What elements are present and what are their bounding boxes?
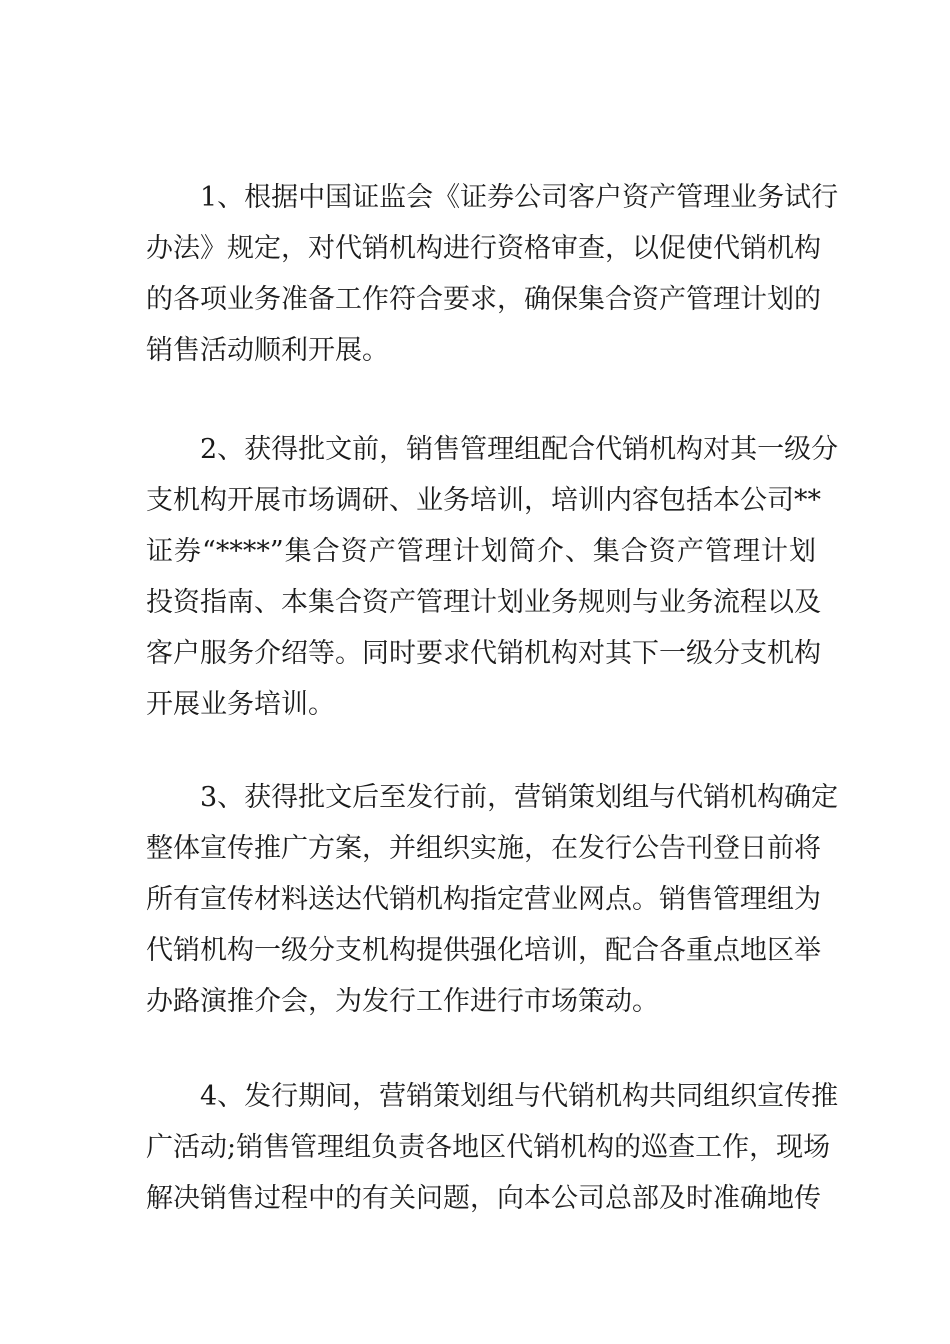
paragraph-line: 1、根据中国证监会《证券公司客户资产管理业务试行 [200,182,839,213]
paragraph-line: 证券“****”集合资产管理计划简介、集合资产管理计划 [146,536,816,567]
paragraph-1 [146,172,839,376]
paragraph-line: 所有宣传材料送达代销机构指定营业网点。销售管理组为 [146,884,821,915]
paragraph-4 [146,1071,839,1224]
paragraph-line: 支机构开展市场调研、业务培训，培训内容包括本公司** [146,485,821,516]
paragraph-line: 办法》规定，对代销机构进行资格审查，以促使代销机构 [146,233,821,264]
paragraph-2 [146,424,839,730]
paragraph-line: 3、获得批文后至发行前，营销策划组与代销机构确定 [200,782,839,813]
paragraph-line: 整体宣传推广方案，并组织实施，在发行公告刊登日前将 [146,833,821,864]
paragraph-line: 代销机构一级分支机构提供强化培训，配合各重点地区举 [146,935,821,966]
paragraph-line: 办路演推介会，为发行工作进行市场策动。 [146,986,659,1017]
paragraph-line: 投资指南、本集合资产管理计划业务规则与业务流程以及 [146,587,821,618]
paragraph-line: 2、获得批文前，销售管理组配合代销机构对其一级分 [200,434,839,465]
paragraph-line: 客户服务介绍等。同时要求代销机构对其下一级分支机构 [146,638,821,669]
paragraph-line: 开展业务培训。 [146,689,335,720]
paragraph-line: 的各项业务准备工作符合要求，确保集合资产管理计划的 [146,284,821,315]
paragraph-line: 销售活动顺利开展。 [146,335,389,366]
paragraph-line: 4、发行期间，营销策划组与代销机构共同组织宣传推 [200,1081,839,1112]
paragraph-line: 解决销售过程中的有关问题，向本公司总部及时准确地传 [146,1183,821,1214]
paragraph-3 [146,772,839,1027]
paragraph-line: 广活动;销售管理组负责各地区代销机构的巡查工作，现场 [146,1132,831,1163]
